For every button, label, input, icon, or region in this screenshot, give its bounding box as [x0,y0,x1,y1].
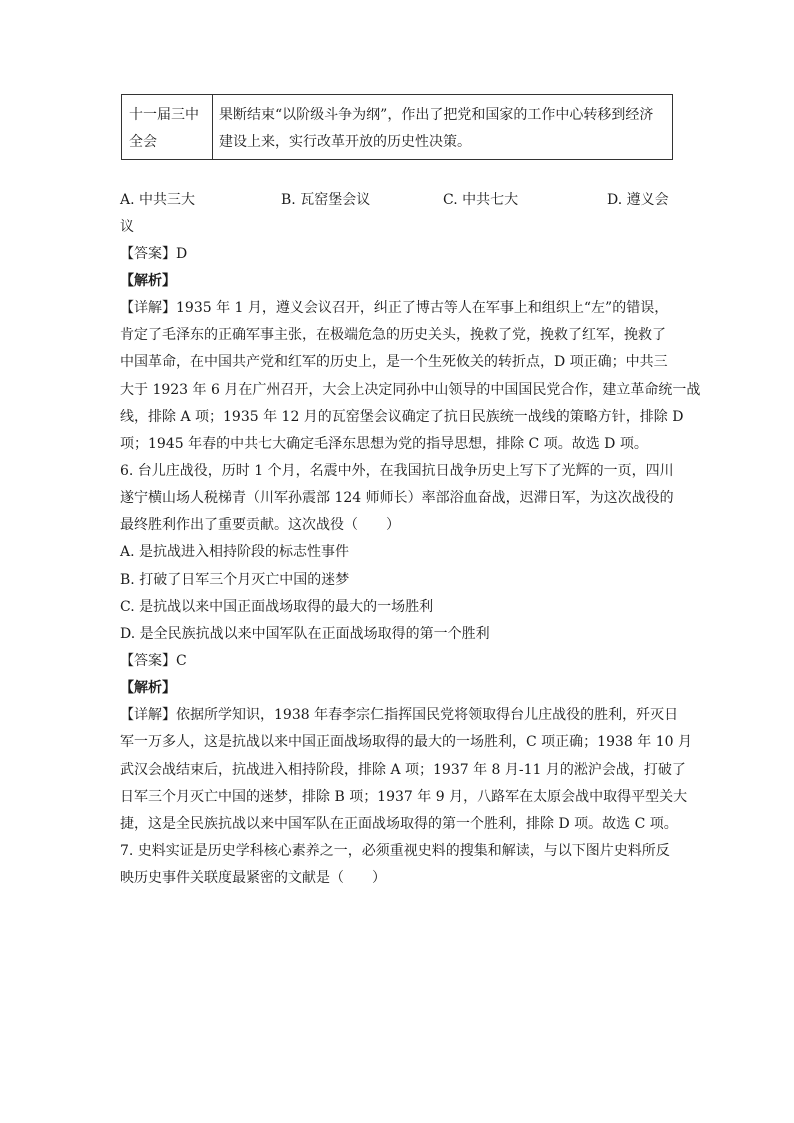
q5-answer: 【答案】D [120,246,188,262]
q6-stem-line: 遂宁横山场人税梯青（川军孙震部 124 师师长）率部浴血奋战，迟滞日军，为这次战役的 [120,490,674,506]
q6-analysis-heading: 【解析】 [120,680,176,696]
q7-stem-line: 7. 史料实证是历史学科核心素养之一，必须重视史料的搜集和解读，与以下图片史料所反 [120,843,670,859]
q6-stem-line: 最终胜利作出了重要贡献。这次战役（ ） [120,517,400,533]
table-content-line: 果断结束“以阶级斗争为纲”，作出了把党和国家的工作中心转移到经济 [219,107,654,123]
q5-option-b: B. 瓦窑堡会议 [281,192,371,208]
q6-option-b: B. 打破了日军三个月灭亡中国的迷梦 [120,572,350,588]
table-label-cell [122,95,213,159]
q5-detail-line: 【详解】1935 年 1 月，遵义会议召开，纠正了博古等人在军事上和组织上“左”的错误， [120,300,669,316]
event-table-row [121,94,673,160]
q6-option-c: C. 是抗战以来中国正面战场取得的最大的一场胜利 [120,599,434,615]
q5-analysis-heading: 【解析】 [120,273,176,289]
q6-option-a: A. 是抗战进入相持阶段的标志性事件 [120,544,350,560]
q5-option-c: C. 中共七大 [443,192,519,208]
q5-detail-line: 肯定了毛泽东的正确军事主张，在极端危急的历史关头，挽救了党，挽救了红军，挽救了 [120,327,666,343]
q6-detail-line: 军一万多人，这是抗战以来中国正面战场取得的最大的一场胜利，C 项正确；1938 年 10 月 [120,734,692,750]
q6-option-d: D. 是全民族抗战以来中国军队在正面战场取得的第一个胜利 [120,626,490,642]
q5-option-d: D. 遵义会 [607,192,669,208]
q6-detail-line: 【详解】依据所学知识，1938 年春李宗仁指挥国民党将领取得台儿庄战役的胜利，歼灭日 [120,707,679,723]
q6-answer: 【答案】C [120,653,187,669]
table-content-line: 建设上来，实行改革开放的历史性决策。 [219,134,471,150]
q5-detail-line: 大于 1923 年 6 月在广州召开，大会上决定同孙中山领导的中国国民党合作，建立革命统一战 [120,382,701,398]
q5-detail-line: 中国革命，在中国共产党和红军的历史上，是一个生死攸关的转折点，D 项正确；中共三 [120,354,668,370]
q6-detail-line: 武汉会战结束后，抗战进入相持阶段，排除 A 项；1937 年 8 月-11 月的淞沪会战，打破了 [120,762,686,778]
table-label-line: 全会 [129,134,157,150]
q6-detail-line: 捷，这是全民族抗战以来中国军队在正面战场取得的第一个胜利，排除 D 项。故选 C 项。 [120,816,678,832]
table-content-cell [213,95,672,159]
q5-option-d-wrap: 议 [120,219,134,235]
q6-stem-line: 6. 台儿庄战役，历时 1 个月，名震中外，在我国抗日战争历史上写下了光辉的一页，四川 [120,463,674,479]
q7-stem-line: 映历史事件关联度最紧密的文献是（ ） [120,870,386,886]
table-label-line: 十一届三中 [129,107,199,123]
q5-detail-line: 项；1945 年春的中共七大确定毛泽东思想为党的指导思想，排除 C 项。故选 D 项。 [120,436,648,452]
q5-option-a: A. 中共三大 [120,192,196,208]
q6-detail-line: 日军三个月灭亡中国的迷梦，排除 B 项；1937 年 9 月，八路军在太原会战中取得平型关大 [120,789,688,805]
q5-detail-line: 线，排除 A 项；1935 年 12 月的瓦窑堡会议确定了抗日民族统一战线的策略方针，排除 D [120,409,684,425]
